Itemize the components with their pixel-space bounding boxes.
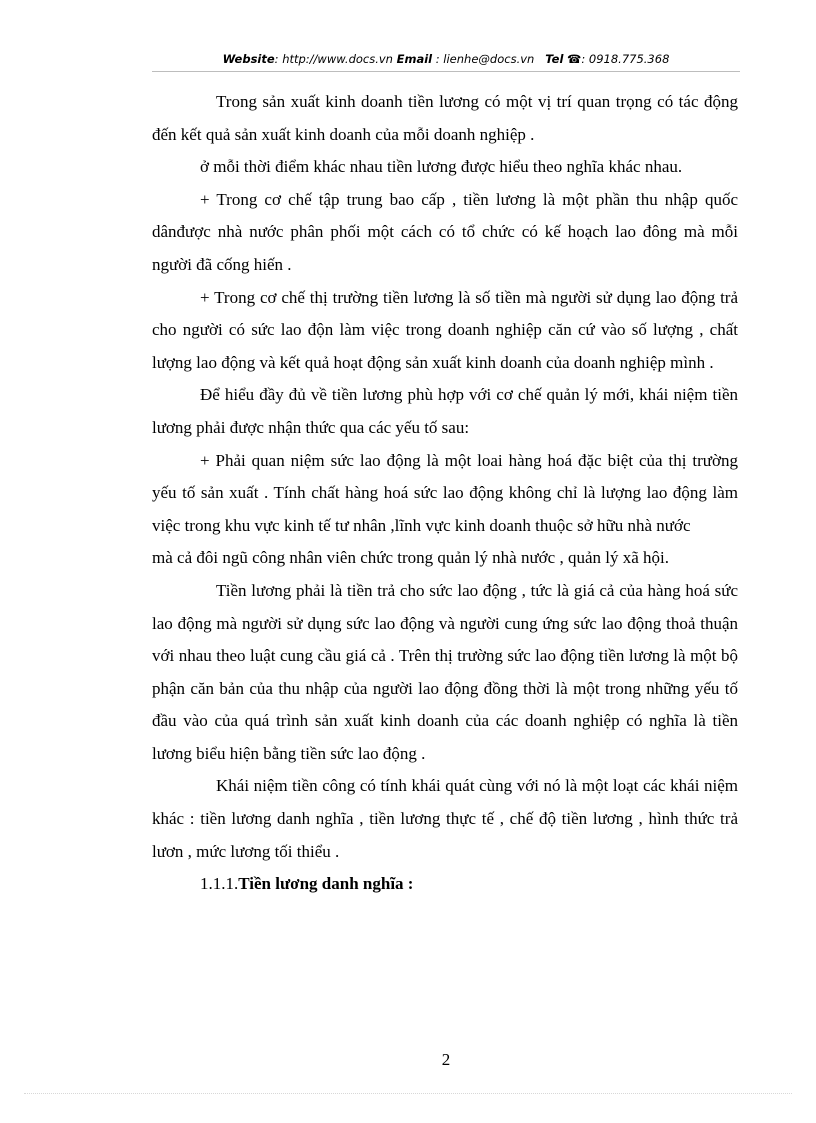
paragraph-1: Trong sản xuất kinh doanh tiền lương có một vị trí quan trọng có tác động đến kết quả sản xuất kinh doanh của mỗi doanh nghiệp . <box>152 92 738 144</box>
paragraph-4: + Trong cơ chế thị trường tiền lương là số tiền mà người sử dụng lao động trả cho người có sức lao độn làm việc trong doanh nghiệp căn cứ vào số lượng , chất lượng lao động và kết quả hoạt động sản xuất kinh doanh của doanh nghiệp mình . <box>152 287 738 372</box>
document-body <box>152 86 738 901</box>
paragraph-9: Khái niệm tiền công có tính khái quát cùng với nó là một loạt các khái niệm khác : tiền lương danh nghĩa , tiền lương thực tế , chế độ tiền lương , hình thức trả lươn , mức lương tối thiểu . <box>152 776 738 861</box>
page-number: 2 <box>441 1050 451 1069</box>
paragraph-5: Để hiểu đầy đủ về tiền lương phù hợp với cơ chế quản lý mới, khái niệm tiền lương phải được nhận thức qua các yếu tố sau: <box>152 385 738 437</box>
page-header <box>152 52 740 66</box>
email-label: Email <box>396 52 433 66</box>
paragraph-6: + Phải quan niệm sức lao động là một loai hàng hoá đặc biệt của thị trường yếu tố sản xuất . Tính chất hàng hoá sức lao động không chỉ là lượng lao động làm việc trong khu vực kinh tế tư nhân ,lĩnh vực kinh doanh thuộc sở hữu nhà nước <box>152 450 738 535</box>
footer-divider <box>24 1093 792 1094</box>
section-heading <box>152 868 738 901</box>
tel-label: Tel <box>545 52 564 66</box>
paragraph-2: ở mỗi thời điểm khác nhau tiền lương được hiểu theo nghĩa khác nhau. <box>200 157 683 177</box>
paragraph-7: mà cả đôi ngũ công nhân viên chức trong quản lý nhà nước , quản lý xã hội. <box>152 548 669 568</box>
section-number: 1.1.1. <box>200 874 239 894</box>
section-title: Tiền lương danh nghĩa : <box>238 874 414 894</box>
paragraph-3: + Trong cơ chế tập trung bao cấp , tiền lương là một phần thu nhập quốc dânđược nhà nước phân phối một cách có tổ chức có kế hoạch lao đông mà mỗi người đã cống hiến . <box>152 189 738 274</box>
header-divider <box>152 71 740 72</box>
paragraph-8: Tiền lương phải là tiền trả cho sức lao động , tức là giá cả của hàng hoá sức lao động mà người sử dụng sức lao động và người cung ứng sức lao động thoả thuận với nhau theo luật cung cầu giá cả . Trên thị trường sức lao động tiền lương là một bộ phận căn bản của thu nhập của người lao động đồng thời là một trong những yếu tố đầu vào của quá trình sản xuất kinh doanh của các doanh nghiệp có nghĩa là tiền lương biểu hiện bằng tiền sức lao động . <box>152 580 738 763</box>
email-value: : lienhe@docs.vn <box>432 52 535 66</box>
website-label: Website <box>222 52 275 66</box>
website-value: : http://www.docs.vn <box>274 52 393 66</box>
phone-icon: ☎ <box>567 52 582 66</box>
tel-value: : 0918.775.368 <box>581 52 670 66</box>
